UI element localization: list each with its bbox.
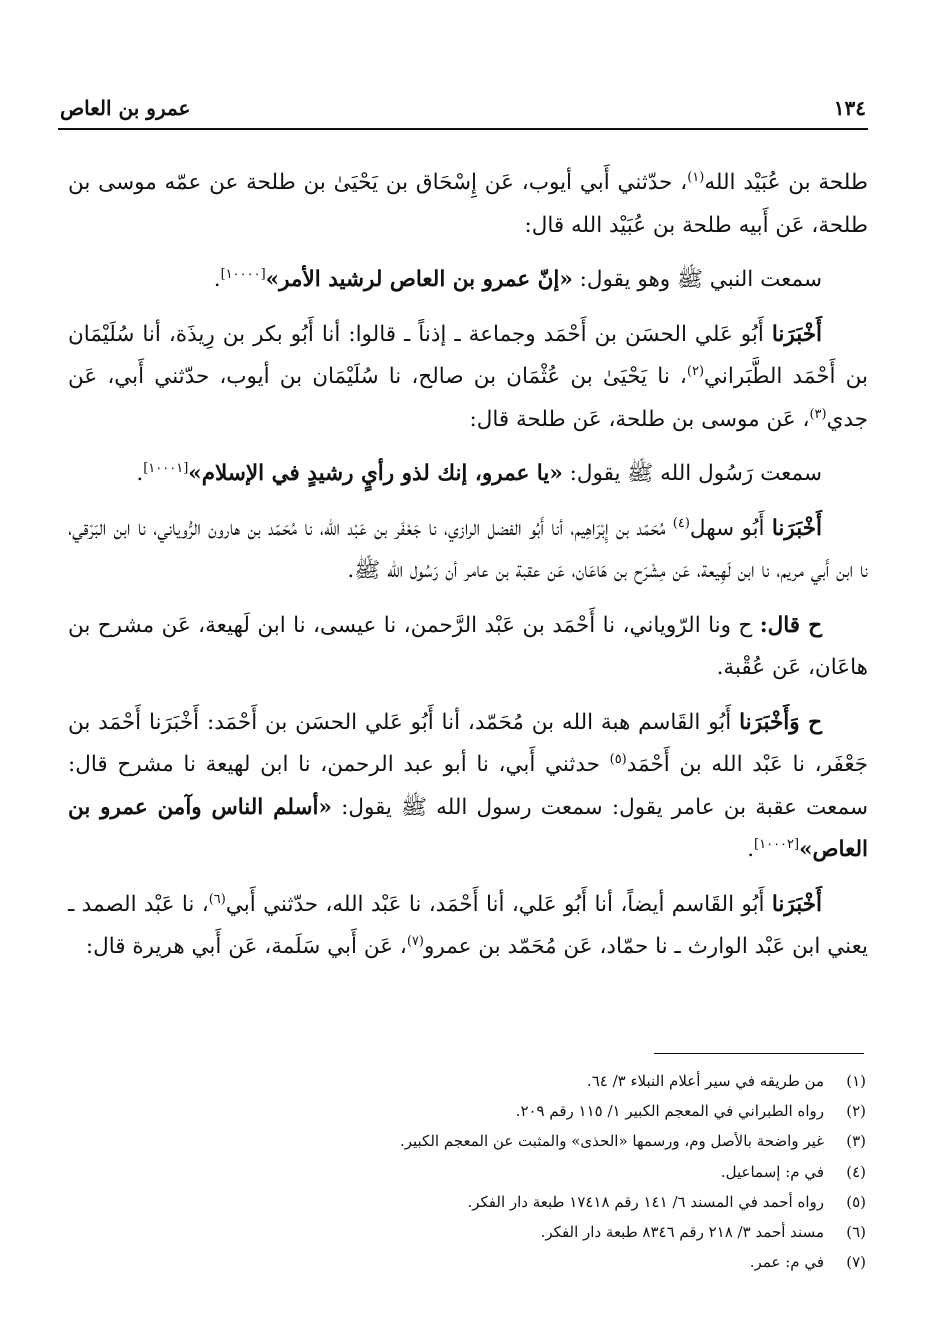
footnote-item [66,1157,866,1187]
paragraph-4 [68,453,868,496]
footnote-marker: (٥) [609,751,627,767]
text: أَبُو عَلي الحسَن بن أَحْمَد وجماعة ـ إذناً ـ قالوا: أنا أَبُو بكر بن رِيذَة، أنا سُلَيْمَان بن أَحْمَد الطَّبَراني [68,321,868,389]
footnote-text: في م: إسماعيل. [720,1162,824,1181]
footnote-number: (١) [846,1072,866,1090]
hadith-number: [١٠٠٠٢] [754,836,800,852]
paragraph-6 [68,605,868,690]
running-title: عمرو بن العاص [60,96,191,120]
text: أَبُو القَاسم هبة الله بن مُحَمّد، أنا أَبُو عَلي الحسَن بن أَحْمَد: أَخْبَرَنا أَحْمَد بن جَعْفَر، نا عَبْد الله بن أَحْمَد [68,709,868,777]
footnote-separator [654,1053,864,1054]
footnote-item [66,1126,866,1156]
footnote-item [66,1096,866,1126]
text: طلحة بن عُبَيْد الله [704,170,868,195]
paragraph-8 [68,884,868,969]
text: ، حدّثني أَبي أيوب، عَن إِسْحَاق بن يَحْيَىٰ بن طلحة عن عمّه موسى بن طلحة، عَن أَبيه طلحة بن عُبَيْد الله قال: [68,170,868,238]
footnote-text: رواه الطبراني في المعجم الكبير ١/ ١١٥ رقم ٢٠٩. [515,1102,824,1121]
text: ، عَن موسى بن طلحة، عَن طلحة قال: [469,406,810,432]
text: . [747,837,755,862]
footnote-number: (٧) [846,1253,866,1272]
footnote-number: (٣) [846,1132,866,1151]
hadith-quote: «أسلم الناس وآمن عمرو بن العاص» [68,794,868,862]
text: ، نا عَبْد الصمد ـ يعني ابن عَبْد الوارث ـ نا حمّاد، عَن مُحَمّد بن عمرو [68,891,868,959]
paragraph-5 [68,508,868,593]
hadith-quote: «يا عمرو، إنك لذو رأيٍ رشيدٍ في الإسلام» [188,461,563,486]
paragraph-2 [68,259,868,302]
page-number: ١٣٤ [833,96,866,120]
hadith-quote: «إنّ عمرو بن العاص لرشيد الأمر» [265,267,573,292]
text: أَبُو سهل [689,515,772,541]
main-text [68,162,868,981]
footnote-text: من طريقه في سير أعلام النبلاء ٣/ ٦٤. [586,1072,824,1090]
footnote-marker: (٦) [208,891,226,907]
footnote-text: غير واضحة بالأصل وم، ورسمها «الحذى» والمثبت عن المعجم الكبير. [399,1132,824,1151]
text: مُحَمّد بن إِبْرَاهِيم، أنا أَبُو الفضل الرازي، نا جَعْفَر بن عَبْد الله، نا مُحَمّد بن هارون الرُّوياني، نا ابن البَرْقي، نا ابن أَبي مريم، نا ابن لَهِيعة، عَن مِشْرَح بن هَاعَان، عَن عقبة بن عامر أن رَسُول الله ﷺ. [68,515,868,583]
keyword: أَخْبَرَنا [771,321,822,347]
footnote-number: (٤) [846,1162,866,1181]
text: سمعت النبي ﷺ وهو يقول: [572,267,822,292]
footnote-marker: (٤) [672,515,690,531]
text: . [213,267,221,292]
text: ، عَن أَبي سَلَمة، عَن أَبي هريرة قال: [85,934,407,959]
footnote-text: في م: عمر. [749,1253,824,1272]
footnote-marker: (٢) [686,363,705,379]
footnote-number: (٥) [846,1192,866,1211]
footnote-item [66,1187,866,1217]
text: . [136,461,144,486]
text: ح ونا الرّوياني، نا أَحْمَد بن عَبْد الرَّحمن، نا عيسى، نا ابن لَهيعة، عَن مشرح بن هاعَان، عَن عُقْبة. [68,612,868,680]
running-header [58,96,868,130]
footnote-text: رواه أحمد في المسند ٦/ ١٤١ رقم ١٧٤١٨ طبعة دار الفكر. [467,1192,824,1211]
text: ، نا يَحْيَىٰ بن عُثْمَان بن صالح، نا سُلَيْمَان بن أيوب، حدّثني أَبي، عَن جدي [68,364,868,432]
text: سمعت رَسُول الله ﷺ يقول: [562,461,822,486]
footnote-marker: (١) [687,169,705,185]
paragraph-7 [68,702,868,872]
footnote-number: (٦) [846,1223,866,1242]
hadith-number: [١٠٠٠٠] [220,266,266,282]
footnote-item [66,1217,866,1247]
footnote-marker: (٧) [406,933,424,949]
footnote-text: مسند أحمد ٣/ ٢١٨ رقم ٨٣٤٦ طبعة دار الفكر. [540,1223,824,1242]
text: حدثني أَبي، نا أبو عبد الرحمن، نا ابن لهيعة نا مشرح قال: سمعت عقبة بن عامر يقول: سمعت رسول الله ﷺ يقول: [68,752,868,820]
keyword: أَخْبَرَنا [771,515,822,541]
paragraph-3 [68,314,868,442]
keyword: ح قال: [759,612,822,638]
keyword: ح وَأَخْبَرَنا [739,709,822,735]
footnote-number: (٢) [846,1102,866,1121]
footnote-marker: (٣) [809,406,827,422]
hadith-number: [١٠٠٠١] [143,460,189,476]
footnote-item [66,1066,866,1096]
text: أَبُو القَاسم أيضاً، أنا أَبُو عَلي، أنا أَحْمَد، نا عَبْد الله، حدّثني أَبي [225,891,772,917]
footnotes [66,1066,866,1277]
paragraph-1 [68,162,868,247]
keyword: أَخْبَرَنا [771,891,822,917]
footnote-item [66,1247,866,1277]
